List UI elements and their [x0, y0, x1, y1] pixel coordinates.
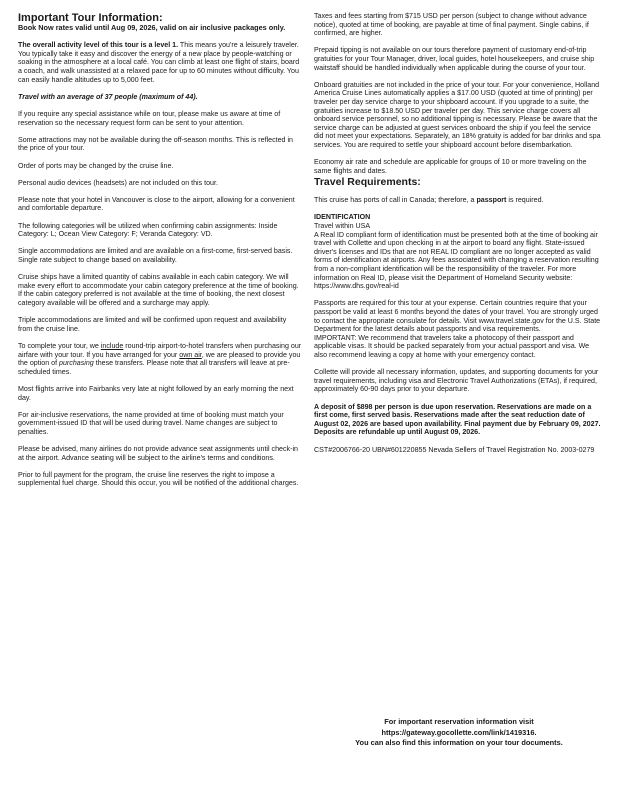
canada-passport: passport: [476, 196, 507, 205]
identification-heading: IDENTIFICATION: [314, 213, 371, 222]
footer-line-3: You can also find this information on your tour documents.: [355, 738, 563, 747]
identification-body: A Real ID compliant form of identification must be presented both at the time of booking air travel with Collette and upon checking in at the airport to board any flight. State-issued driver's licenses and IDs that are not REAL ID compliant are no longer accepted as valid forms of identification at airports. Any fees associated with changing a reservation resulting from a non-compliant identification will be the responsibility of the traveler. For more information on Real ID, please visit the Department of Homeland Security website: https://www.dhs.gov/real-id: [314, 230, 599, 291]
cabin-availability-paragraph: Cruise ships have a limited quantity of cabins available in each cabin category. We will make every effort to accommodate your cabin category preference at the time of booking. If the cabin category preferred is not available at the time of booking, the next closest category available will be offered and a surcharge may apply.: [18, 273, 299, 307]
taxes-paragraph: Taxes and fees starting from $715 USD per person (subject to change without advance notice), quoted at time of booking, are payable at time of final payment. Single cabins, if confirmed, are higher.: [314, 12, 589, 38]
group-size-note: Travel with an average of 37 people (maximum of 44).: [18, 92, 198, 101]
deposit-paragraph: A deposit of $898 per person is due upon reservation. Reservations are made on a first come, first served basis. Reservations made after the seat reduction date of August 02, 2026 are based upon availability. Final payment due by February 09, 2027. Deposits are refundable up until August 09, 2026.: [314, 402, 601, 437]
transfers-own-air: own air: [179, 350, 202, 359]
collette-documents-paragraph: Collette will provide all necessary information, updates, and supporting documents for your travel requirements, including visa and Electronic Travel Authorizations (ETAs), if required, approximately 60-90 days prior to your departure.: [314, 368, 599, 394]
gratuities-paragraph: Onboard gratuities are not included in the price of your tour. For your convenience, Holland America Cruise Lines automatically applies a $17.00 USD (quoted at time of printing) per traveler per day service charge to your shipboard account. If you upgrade to a suite, the gratuities increase to $18.50 USD per traveler per day. This service charge covers all onboard service personnel, so no additional tipping is necessary. Please be aware that the service charge can be adjusted at guest services onboard the ship if you feel the service did not meet your expectations. Separately, an 18% gratuity is added for bar drinks and spa services. You are required to settle your shipboard account before disembarkation.: [314, 80, 601, 149]
single-accommodations-paragraph: Single accommodations are limited and are available on a first-come, first-served basis. Single rate subject to change based on availability.: [18, 247, 293, 265]
page-title: Important Tour Information:: [18, 12, 163, 24]
footer-link[interactable]: https://gateway.gocollette.com/link/1419316.: [381, 727, 537, 737]
cabin-categories-paragraph: The following categories will be utilized when confirming cabin assignments: Inside Category: L; Ocean View Category: F; Veranda Category: VD.: [18, 221, 278, 239]
hotel-paragraph: Please note that your hotel in Vancouver is close to the airport, allowing for a convenient and comfortable departure.: [18, 195, 295, 213]
transfers-text-4: these transfers. Please note that all transfers will leave at pre-scheduled times.: [18, 359, 290, 376]
identification-subheading: Travel within USA: [314, 222, 371, 231]
transfers-text-3: , we are pleased to provide you the option of: [18, 350, 301, 368]
passports-paragraph: Passports are required for this tour at your expense. Certain countries require that your passport be valid at least 6 months beyond the dates of your travel. You are strongly urged to contact the appropriate consulate for details. Visit www.travel.state.gov for the U.S. State Department for the latest details about passports and visa requirements.: [314, 299, 601, 334]
transfers-include: include: [100, 341, 124, 350]
travel-requirements-heading: Travel Requirements:: [314, 176, 421, 189]
seat-assignments-paragraph: Please be advised, many airlines do not provide advance seat assignments until check-in at the airport. Advance seating will be subject to the airline's terms and conditions.: [18, 445, 298, 462]
reservation-footer: [300, 717, 618, 749]
identification-section: [314, 213, 602, 290]
photocopy-paragraph: IMPORTANT: We recommend that travelers take a photocopy of their passport and applicable visas. It should be packed separately from your actual passport and visa. We also recommend leaving a copy at home with your emergency contact.: [314, 333, 590, 359]
transfers-paragraph: [18, 342, 302, 376]
canada-text-2: is required.: [506, 196, 544, 205]
activity-level-lead: The overall activity level of this tour is a level 1.: [18, 41, 179, 50]
right-column: [314, 12, 602, 463]
transfers-text-2: round-trip airport-to-hotel transfers when purchasing our airfare with your tour. If you have arranged for your: [18, 341, 302, 359]
left-column: [18, 12, 302, 497]
ports-paragraph: Order of ports may be changed by the cruise line.: [18, 161, 174, 170]
book-now-note: Book Now rates valid until Aug 09, 2026, valid on air inclusive packages only.: [18, 23, 286, 32]
flights-paragraph: Most flights arrive into Fairbanks very late at night followed by an early morning the next day.: [18, 384, 294, 402]
transfers-text-1: To complete your tour, we: [18, 341, 101, 350]
name-match-paragraph: For air-inclusive reservations, the name provided at time of booking must match your government-issued ID that will be used during travel. Name changes are subject to penalties.: [18, 410, 284, 436]
economy-air-paragraph: Economy air rate and schedule are applicable for groups of 10 or more traveling on the same flights and dates.: [314, 158, 587, 175]
passports-section: [314, 299, 602, 359]
fuel-charge-paragraph: Prior to full payment for the program, the cruise line reserves the right to impose a supplemental fuel charge. Should this occur, you will be notified of the additional charges.: [18, 470, 299, 488]
registration-paragraph: CST#2006766-20 UBN#601220855 Nevada Sellers of Travel Registration No. 2003-0279: [314, 445, 595, 454]
triple-accommodations-paragraph: Triple accommodations are limited and will be confirmed upon request and availability from the cruise line.: [18, 316, 287, 333]
tipping-paragraph: Prepaid tipping is not available on our tours therefore payment of customary end-of-trip gratuities for your Tour Manager, driver, local guides, hotel housekeepers, and cruise ship waitstaff should be handled individually when applicable during the course of your tour.: [314, 46, 595, 72]
passport-required-paragraph: [314, 196, 602, 205]
audio-devices-paragraph: Personal audio devices (headsets) are not included on this tour.: [18, 178, 218, 187]
activity-level-paragraph: [18, 41, 302, 84]
attractions-paragraph: Some attractions may not be available during the off-season months. This is reflected in the price of your tour.: [18, 135, 293, 153]
transfers-purchasing: purchasing: [59, 359, 94, 368]
activity-level-text: This means you're a leisurely traveler. You typically take it easy and discover the energy of a new place by people-watching or soaking in the atmosphere at a local café. You can climb at least one flight of stairs, board a coach, and walk unassisted at a relaxed pace for up to 60 minutes without difficulty. You can easily handle altitudes up to 5,000 feet.: [18, 41, 300, 84]
canada-text-1: This cruise has ports of call in Canada; therefore, a: [314, 196, 477, 205]
footer-line-1: For important reservation information visit: [384, 717, 534, 726]
special-assistance-paragraph: If you require any special assistance while on tour, please make us aware at time of reservation so the necessary request form can be sent to your attention.: [18, 109, 281, 127]
